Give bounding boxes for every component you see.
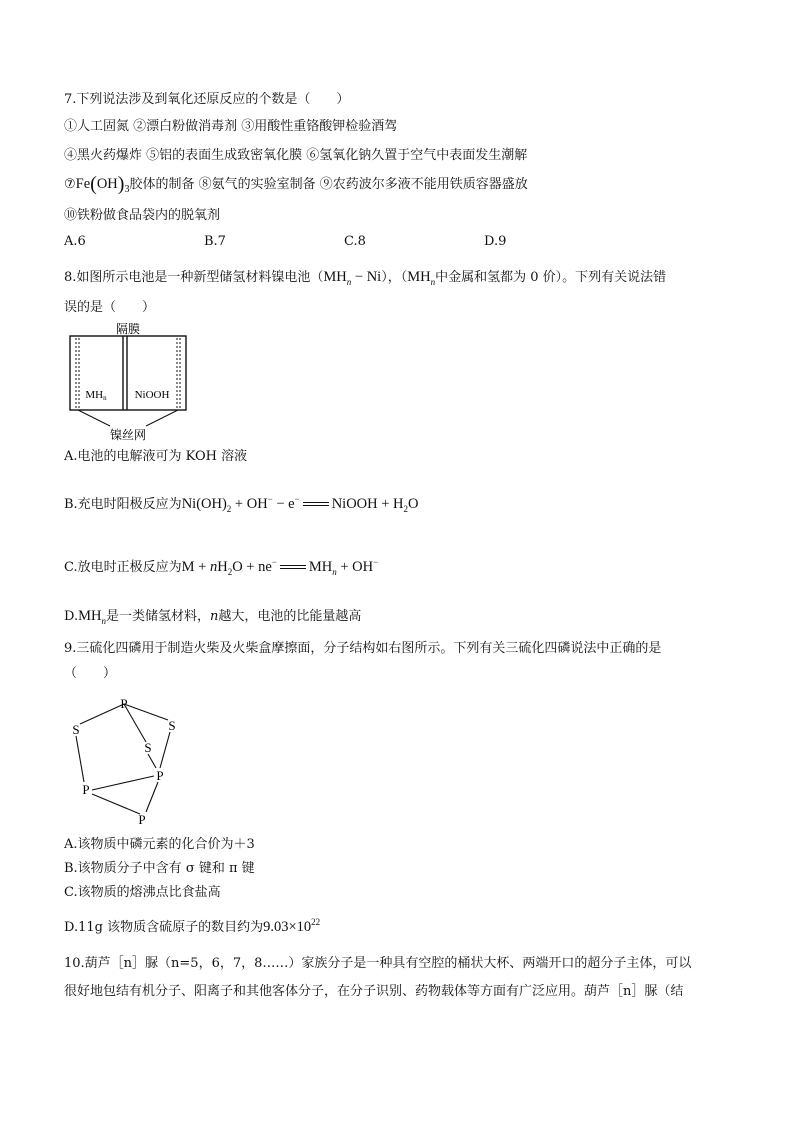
- left-mesh: [76, 338, 79, 408]
- q7-item7-rest: 胶体的制备 ⑧氨气的实验室制备 ⑨农药波尔多液不能用铁质容器盛放: [129, 177, 528, 192]
- q8-option-c-equation: $M + nH_2O + ne^-$ $MH_n + OH^-$: [181, 557, 379, 577]
- q9-stem-line1: 9.三硫化四磷用于制造火柴及火柴盒摩擦面，分子结构如右图所示。下列有关三硫化四磷说法中正确的是: [64, 641, 662, 656]
- bonds: [76, 704, 170, 814]
- mesh-label: 镍丝网: [109, 428, 147, 442]
- q7-items-line3: [64, 175, 528, 199]
- q7-option-a: A.6: [64, 234, 86, 249]
- q8-option-b-equation: $Ni(OH)_2 + OH^- - e^-$ NiOOH + $H_2O$: [181, 494, 419, 514]
- q7-option-d: D.9: [484, 234, 507, 249]
- q8-option-d-label: D.: [64, 609, 79, 624]
- q8-stem-a: 8.如图所示电池是一种新型储氢材料镍电池（: [64, 270, 324, 285]
- q8-option-a: A.电池的电解液可为 KOH 溶液: [64, 449, 248, 464]
- q7-items-line1: ①人工固氮 ②漂白粉做消毒剂 ③用酸性重铬酸钾检验酒驾: [64, 119, 398, 134]
- atom-s-right: S: [168, 718, 176, 733]
- q7-options: [64, 233, 664, 251]
- q9-option-a: A.该物质中磷元素的化合价为＋3: [64, 837, 255, 852]
- q9-option-d-number: $9.03\times 10^{22}$: [263, 917, 321, 935]
- q10-line1: 10.葫芦［n］脲（n=5，6，7，8……）家族分子是一种具有空腔的桶状大杯、两端开口的超分子主体，可以: [64, 956, 692, 971]
- cathode-label: NiOOH: [134, 389, 170, 401]
- q9-option-b: B.该物质分子中含有 σ 键和 π 键: [64, 861, 255, 876]
- right-mesh: [177, 338, 180, 408]
- q8-option-b-text: B.充电时阳极反应为: [64, 496, 182, 512]
- q7-item7-formula: $Fe(OH)_3$: [75, 173, 130, 195]
- q8-stem-b: ），（: [381, 270, 408, 285]
- atom-s-left: S: [72, 722, 80, 737]
- q7-item7-marker: ⑦: [64, 177, 76, 192]
- q8-option-d-n: n: [209, 609, 219, 624]
- q8-formula-mhn: $MH_n$: [407, 269, 436, 287]
- q7-option-b: B.7: [204, 234, 226, 249]
- q9-option-d-text: D.11g 该物质含硫原子的数目约为: [64, 919, 264, 935]
- q9-option-c: C.该物质的熔沸点比食盐高: [64, 885, 221, 900]
- atom-s-middle: S: [144, 740, 152, 755]
- atom-p-bottom: P: [138, 812, 146, 827]
- q7-item10: ⑩铁粉做食品袋内的脱氧剂: [64, 208, 221, 223]
- q7-items-line2: ④黑火药爆炸 ⑤铝的表面生成致密氧化膜 ⑥氢氧化钠久置于空气中表面发生潮解: [64, 148, 528, 163]
- q8-stem-line2: 误的是（ ）: [64, 300, 156, 315]
- q8-option-d: [64, 607, 361, 630]
- q8-option-c: [64, 553, 378, 581]
- anode-label: MHn: [85, 389, 107, 402]
- q9-option-d: [64, 913, 320, 937]
- q8-option-d-mid: 是一类储氢材料，: [105, 609, 210, 624]
- q8-option-b: [64, 490, 419, 518]
- q7-stem: 7.下列说法涉及到氧化还原反应的个数是（ ）: [64, 92, 350, 107]
- separator-label: 隔膜: [115, 322, 141, 336]
- q8-stem-line1: [64, 268, 666, 291]
- atom-p-top: P: [120, 696, 128, 711]
- mesh-leader-lines: [78, 410, 178, 426]
- q9-stem-line2: （ ）: [64, 666, 117, 681]
- q8-formula-battery: $MH_n - Ni$: [323, 269, 382, 287]
- p4s3-structure: [60, 690, 190, 830]
- atom-p-right: P: [156, 768, 164, 783]
- q10-line2: 很好地包结有机分子、阳离子和其他客体分子，在分子识别、药物载体等方面有广泛应用。葫芦［n］脲（结: [64, 984, 684, 999]
- q8-option-d-formula: $MH_n$: [78, 608, 106, 626]
- q8-stem-c: 中金属和氢都为 0 价）。下列有关说法错: [435, 270, 667, 285]
- q8-option-c-text: C.放电时正极反应为: [64, 559, 182, 575]
- battery-diagram: [66, 322, 190, 442]
- q7-option-c: C.8: [344, 234, 366, 249]
- atom-p-left: P: [82, 782, 90, 797]
- q8-option-d-tail: 越大，电池的比能量越高: [218, 609, 362, 624]
